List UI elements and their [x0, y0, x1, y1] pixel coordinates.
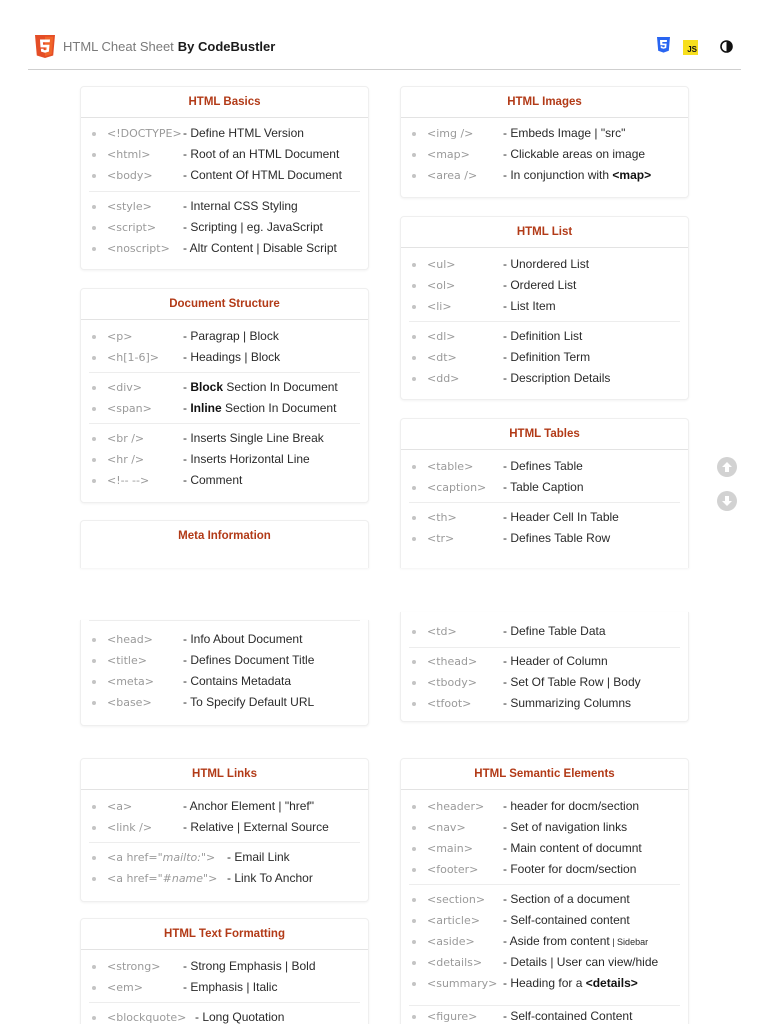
list-item: [409, 528, 680, 549]
list-item: [89, 123, 360, 144]
tag-text: <script>: [107, 221, 157, 234]
tag-text: <hr />: [107, 453, 145, 466]
tag-text: <header>: [427, 800, 485, 813]
list-item: [409, 296, 680, 317]
tag-text: <head>: [107, 633, 153, 646]
description-text: - Paragrap | Block: [183, 329, 279, 343]
tag-text: <noscript>: [107, 242, 170, 255]
list-item: [409, 931, 680, 952]
description-text: - Definition List: [503, 329, 583, 343]
description-text: - Ordered List: [503, 278, 577, 292]
description-text: - Section of a document: [503, 892, 630, 906]
tag-text: <caption>: [427, 481, 487, 494]
item-group: [409, 502, 680, 545]
description-text: - Set Of Table Row | Body: [503, 675, 641, 689]
tag-text: <a href="#name">: [107, 872, 218, 885]
list-item: [409, 952, 680, 973]
list-item: [409, 254, 680, 275]
item-group: [409, 321, 680, 385]
list-item: [89, 449, 360, 470]
list-item: [409, 651, 680, 672]
description-text: - Embeds Image | "src": [503, 126, 626, 140]
list-item: [89, 377, 360, 398]
scroll-down-button[interactable]: [717, 491, 737, 511]
description-text: - Footer for docm/section: [503, 862, 637, 876]
item-group: [409, 884, 680, 990]
tag-text: <title>: [107, 654, 147, 667]
description-text: - Anchor Element | "href": [183, 799, 315, 813]
tag-text: <strong>: [107, 960, 161, 973]
tag-text: <span>: [107, 402, 152, 415]
list-item: [409, 796, 680, 817]
list-item: [409, 507, 680, 528]
card-title: Document Structure: [81, 289, 368, 320]
description-text: - Inserts Single Line Break: [183, 431, 324, 445]
list-item: [409, 1006, 680, 1024]
card-title: HTML Text Formatting: [81, 919, 368, 950]
tag-text: <dt>: [427, 351, 457, 364]
description-text: - Self-contained Content: [503, 1009, 633, 1023]
item-group: [89, 842, 360, 885]
item-group: [89, 423, 360, 487]
description-text: - Defines Table: [503, 459, 583, 473]
tag-text: <section>: [427, 893, 486, 906]
list-item: [409, 817, 680, 838]
description-text: - Long Quotation: [195, 1010, 285, 1024]
list-item: [409, 144, 680, 165]
list-item: [409, 123, 680, 144]
description-text: - Self-contained content: [503, 913, 630, 927]
description-text: - Relative | External Source: [183, 820, 329, 834]
list-item: [409, 889, 680, 910]
list-item: [409, 368, 680, 389]
description-text: - Set of navigation links: [503, 820, 628, 834]
description-text: - List Item: [503, 299, 556, 313]
tag-text: <br />: [107, 432, 145, 445]
tag-text: <area />: [427, 169, 478, 182]
item-group: [89, 191, 360, 255]
list-item: [409, 621, 680, 642]
description-text: - Comment: [183, 473, 243, 487]
tag-text: <tbody>: [427, 676, 477, 689]
tag-text: <thead>: [427, 655, 478, 668]
list-item: [89, 868, 360, 889]
author-text: By CodeBustler: [177, 39, 276, 54]
tag-text: <dl>: [427, 330, 456, 343]
description-text: - Definition Term: [503, 350, 591, 364]
scroll-up-button[interactable]: [717, 457, 737, 477]
card-title: HTML Semantic Elements: [401, 759, 688, 790]
description-text: - Header of Column: [503, 654, 608, 668]
item-group: [409, 647, 680, 710]
list-item: [409, 456, 680, 477]
description-text: - Emphasis | Italic: [183, 980, 278, 994]
header-divider: [28, 69, 741, 70]
arrow-up-icon: [721, 461, 733, 473]
description-text: - Altr Content | Disable Script: [183, 241, 337, 255]
item-group: [89, 1002, 360, 1024]
tag-text: <body>: [107, 169, 153, 182]
description-text: - Summarizing Columns: [503, 696, 632, 710]
description-text: - To Specify Default URL: [183, 695, 315, 709]
list-item: [409, 275, 680, 296]
card-title: HTML Tables: [401, 419, 688, 450]
tag-text: <td>: [427, 625, 457, 638]
description-text: - Block Section In Document: [183, 380, 338, 394]
description-text: - Description Details: [503, 371, 611, 385]
description-text: - Inserts Horizontal Line: [183, 452, 310, 466]
tag-text: <ol>: [427, 279, 456, 292]
tag-text: <div>: [107, 381, 142, 394]
description-text: - Email Link: [227, 850, 290, 864]
arrow-down-icon: [721, 495, 733, 507]
description-text: - Table Caption: [503, 480, 584, 494]
list-item: [89, 796, 360, 817]
list-item: [89, 238, 360, 259]
tag-text: <style>: [107, 200, 152, 213]
tag-text: <em>: [107, 981, 143, 994]
html5-logo-icon: [35, 35, 55, 59]
top-bar: [0, 0, 768, 70]
description-text: - Defines Table Row: [503, 531, 611, 545]
description-text: - Header Cell In Table: [503, 510, 619, 524]
list-item: [409, 477, 680, 498]
tag-text: <tfoot>: [427, 697, 472, 710]
tag-text: <summary>: [427, 977, 498, 990]
tag-text: <th>: [427, 511, 457, 524]
description-text: - Scripting | eg. JavaScript: [183, 220, 323, 234]
description-text: - In conjunction with <map>: [503, 168, 652, 182]
card-meta-information: [80, 520, 369, 568]
description-text: - header for docm/section: [503, 799, 640, 813]
description-text: - Headings | Block: [183, 350, 281, 364]
title-text: HTML Cheat Sheet: [63, 39, 174, 54]
description-text: - Define Table Data: [503, 624, 606, 638]
item-group: [89, 372, 360, 415]
card-document-structure: [80, 288, 369, 503]
card-title: Meta Information: [178, 530, 271, 542]
javascript-icon[interactable]: [683, 40, 698, 55]
tag-text: <main>: [427, 842, 473, 855]
list-item: [89, 956, 360, 977]
tag-text: <h[1-6]>: [107, 351, 159, 364]
list-item: [89, 1007, 360, 1024]
tag-text: <figure>: [427, 1010, 478, 1023]
list-item: [409, 973, 680, 994]
card-title: HTML Links: [81, 759, 368, 790]
list-item: [89, 428, 360, 449]
css3-icon[interactable]: [657, 37, 670, 53]
tag-text: <li>: [427, 300, 452, 313]
card-html-list: [400, 216, 689, 400]
tag-text: <img />: [427, 127, 474, 140]
list-item: [89, 196, 360, 217]
list-item: [409, 910, 680, 931]
list-item: [89, 977, 360, 998]
list-item: [409, 165, 680, 186]
list-item: [89, 144, 360, 165]
tag-text: <nav>: [427, 821, 466, 834]
list-item: [89, 347, 360, 368]
tag-text: <blockquote>: [107, 1011, 187, 1024]
tag-text: <a>: [107, 800, 133, 813]
list-item: [409, 672, 680, 693]
list-item: [89, 165, 360, 186]
tag-text: <html>: [107, 148, 151, 161]
list-item: [89, 398, 360, 419]
tag-text: <!-- -->: [107, 474, 150, 487]
card-meta-information-continued: [80, 620, 369, 726]
card-html-links: [80, 758, 369, 902]
item-group: [89, 620, 360, 709]
card-html-tables: [400, 418, 689, 568]
description-text: - Main content of documnt: [503, 841, 642, 855]
description-text: - Unordered List: [503, 257, 590, 271]
tag-text: <table>: [427, 460, 474, 473]
tag-text: <p>: [107, 330, 133, 343]
list-item: [409, 693, 680, 714]
page-title: [63, 39, 275, 55]
description-text: - Clickable areas on image: [503, 147, 646, 161]
tag-text: <base>: [107, 696, 152, 709]
tag-text: <article>: [427, 914, 480, 927]
list-item: [89, 326, 360, 347]
card-title: HTML List: [401, 217, 688, 248]
list-item: [89, 671, 360, 692]
tag-text: <a href="mailto:">: [107, 851, 216, 864]
card-html-tables-continued: [400, 612, 689, 722]
list-item: [409, 347, 680, 368]
tag-text: <map>: [427, 148, 470, 161]
card-title: HTML Basics: [81, 87, 368, 118]
tag-text: <tr>: [427, 532, 455, 545]
description-text: - Heading for a <details>: [503, 976, 638, 990]
card-html-images: [400, 86, 689, 198]
description-text: - Contains Metadata: [183, 674, 292, 688]
list-item: [89, 217, 360, 238]
description-text: - Root of an HTML Document: [183, 147, 340, 161]
tag-text: <aside>: [427, 935, 475, 948]
description-text: - Inline Section In Document: [183, 401, 337, 415]
description-text: - Strong Emphasis | Bold: [183, 959, 316, 973]
list-item: [89, 692, 360, 713]
description-text: - Defines Document Title: [183, 653, 315, 667]
tag-text: <details>: [427, 956, 483, 969]
tag-text: <ul>: [427, 258, 456, 271]
list-item: [409, 859, 680, 880]
list-item: [409, 838, 680, 859]
description-text: - Info About Document: [183, 632, 303, 646]
tag-text: <!DOCTYPE>: [107, 127, 182, 140]
list-item: [89, 629, 360, 650]
tag-text: <footer>: [427, 863, 479, 876]
theme-toggle-icon[interactable]: [720, 40, 733, 53]
list-item: [89, 817, 360, 838]
list-item: [89, 847, 360, 868]
description-text: - Aside from content | Sidebar: [503, 934, 649, 948]
description-text: - Internal CSS Styling: [183, 199, 298, 213]
description-text: - Content Of HTML Document: [183, 168, 342, 182]
card-html-text-formatting: [80, 918, 369, 1024]
list-item: [89, 650, 360, 671]
tag-text: <link />: [107, 821, 153, 834]
card-html-semantic-elements: [400, 758, 689, 1024]
list-item: [409, 326, 680, 347]
item-group: [409, 1005, 680, 1023]
js-badge-label: JS: [687, 45, 697, 54]
description-text: - Link To Anchor: [227, 871, 313, 885]
description-text: - Details | User can view/hide: [503, 955, 659, 969]
description-text: - Define HTML Version: [183, 126, 304, 140]
list-item: [89, 470, 360, 491]
card-html-basics: [80, 86, 369, 270]
card-title: HTML Images: [401, 87, 688, 118]
tag-text: <dd>: [427, 372, 460, 385]
tag-text: <meta>: [107, 675, 154, 688]
